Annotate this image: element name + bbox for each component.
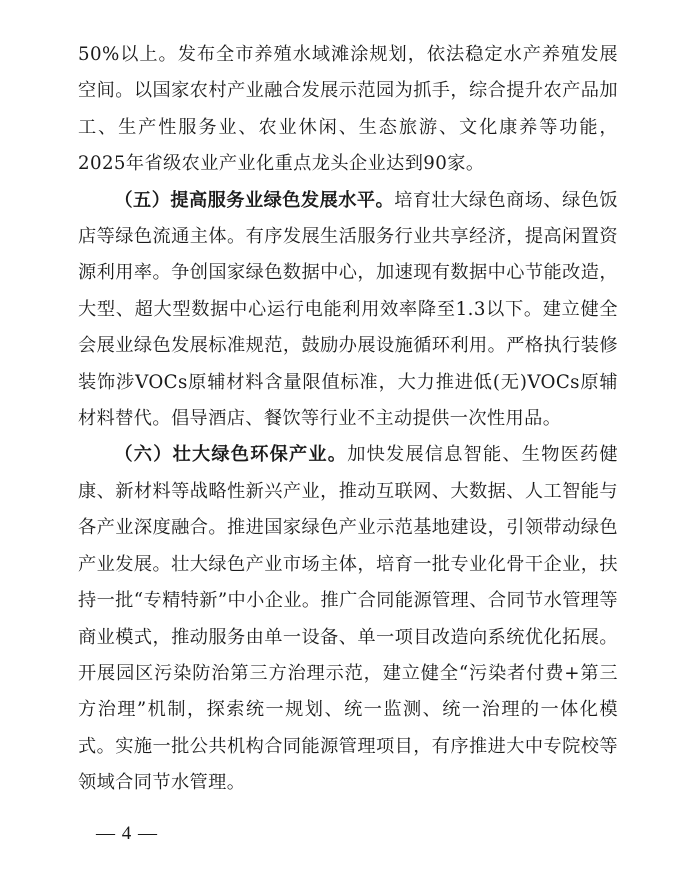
paragraph-service-industry	[78, 183, 618, 438]
paragraph-text: 培育壮大绿色商场、绿色饭店等绿色流通主体。有序发展生活服务行业共享经济，提高闲置资源利用率。争创国家绿色数据中心，加速现有数据中心节能改造，大型、超大型数据中心运行电能利用效率降至1.3以下。建立健全会展业绿色发展标准规范，鼓励办展设施循环利用。严格执行装修装饰涉VOCs原辅材料含量限值标准，大力推进低(无)VOCs原辅材料替代。倡导酒店、餐饮等行业不主动提供一次性用品。	[78, 189, 618, 430]
paragraph-environmental-industry	[78, 437, 618, 801]
section-heading: （六）壮大绿色环保产业。	[114, 444, 348, 466]
section-heading: （五）提高服务业绿色发展水平。	[114, 189, 395, 211]
paragraph-text: 50%以上。发布全市养殖水域滩涂规划，依法稳定水产养殖发展空间。以国家农村产业融合发展示范园为抓手，综合提升农产品加工、生产性服务业、农业休闲、生态旅游、文化康养等功能，2025年省级农业产业化重点龙头企业达到90家。	[78, 44, 618, 175]
document-page	[78, 0, 618, 802]
paragraph-text: 加快发展信息智能、生物医药健康、新材料等战略性新兴产业，推动互联网、大数据、人工智能与各产业深度融合。推进国家绿色产业示范基地建设，引领带动绿色产业发展。壮大绿色产业市场主体，培育一批专业化骨干企业，扶持一批“专精特新”中小企业。推广合同能源管理、合同节水管理等商业模式，推动服务由单一设备、单一项目改造向系统优化拓展。开展园区污染防治第三方治理示范，建立健全“污染者付费+第三方治理”机制，探索统一规划、统一监测、统一治理的一体化模式。实施一批公共机构合同能源管理项目，有序推进大中专院校等领域合同节水管理。	[78, 444, 618, 794]
paragraph-continuation	[78, 37, 618, 183]
page-number: — 4 —	[96, 823, 158, 844]
